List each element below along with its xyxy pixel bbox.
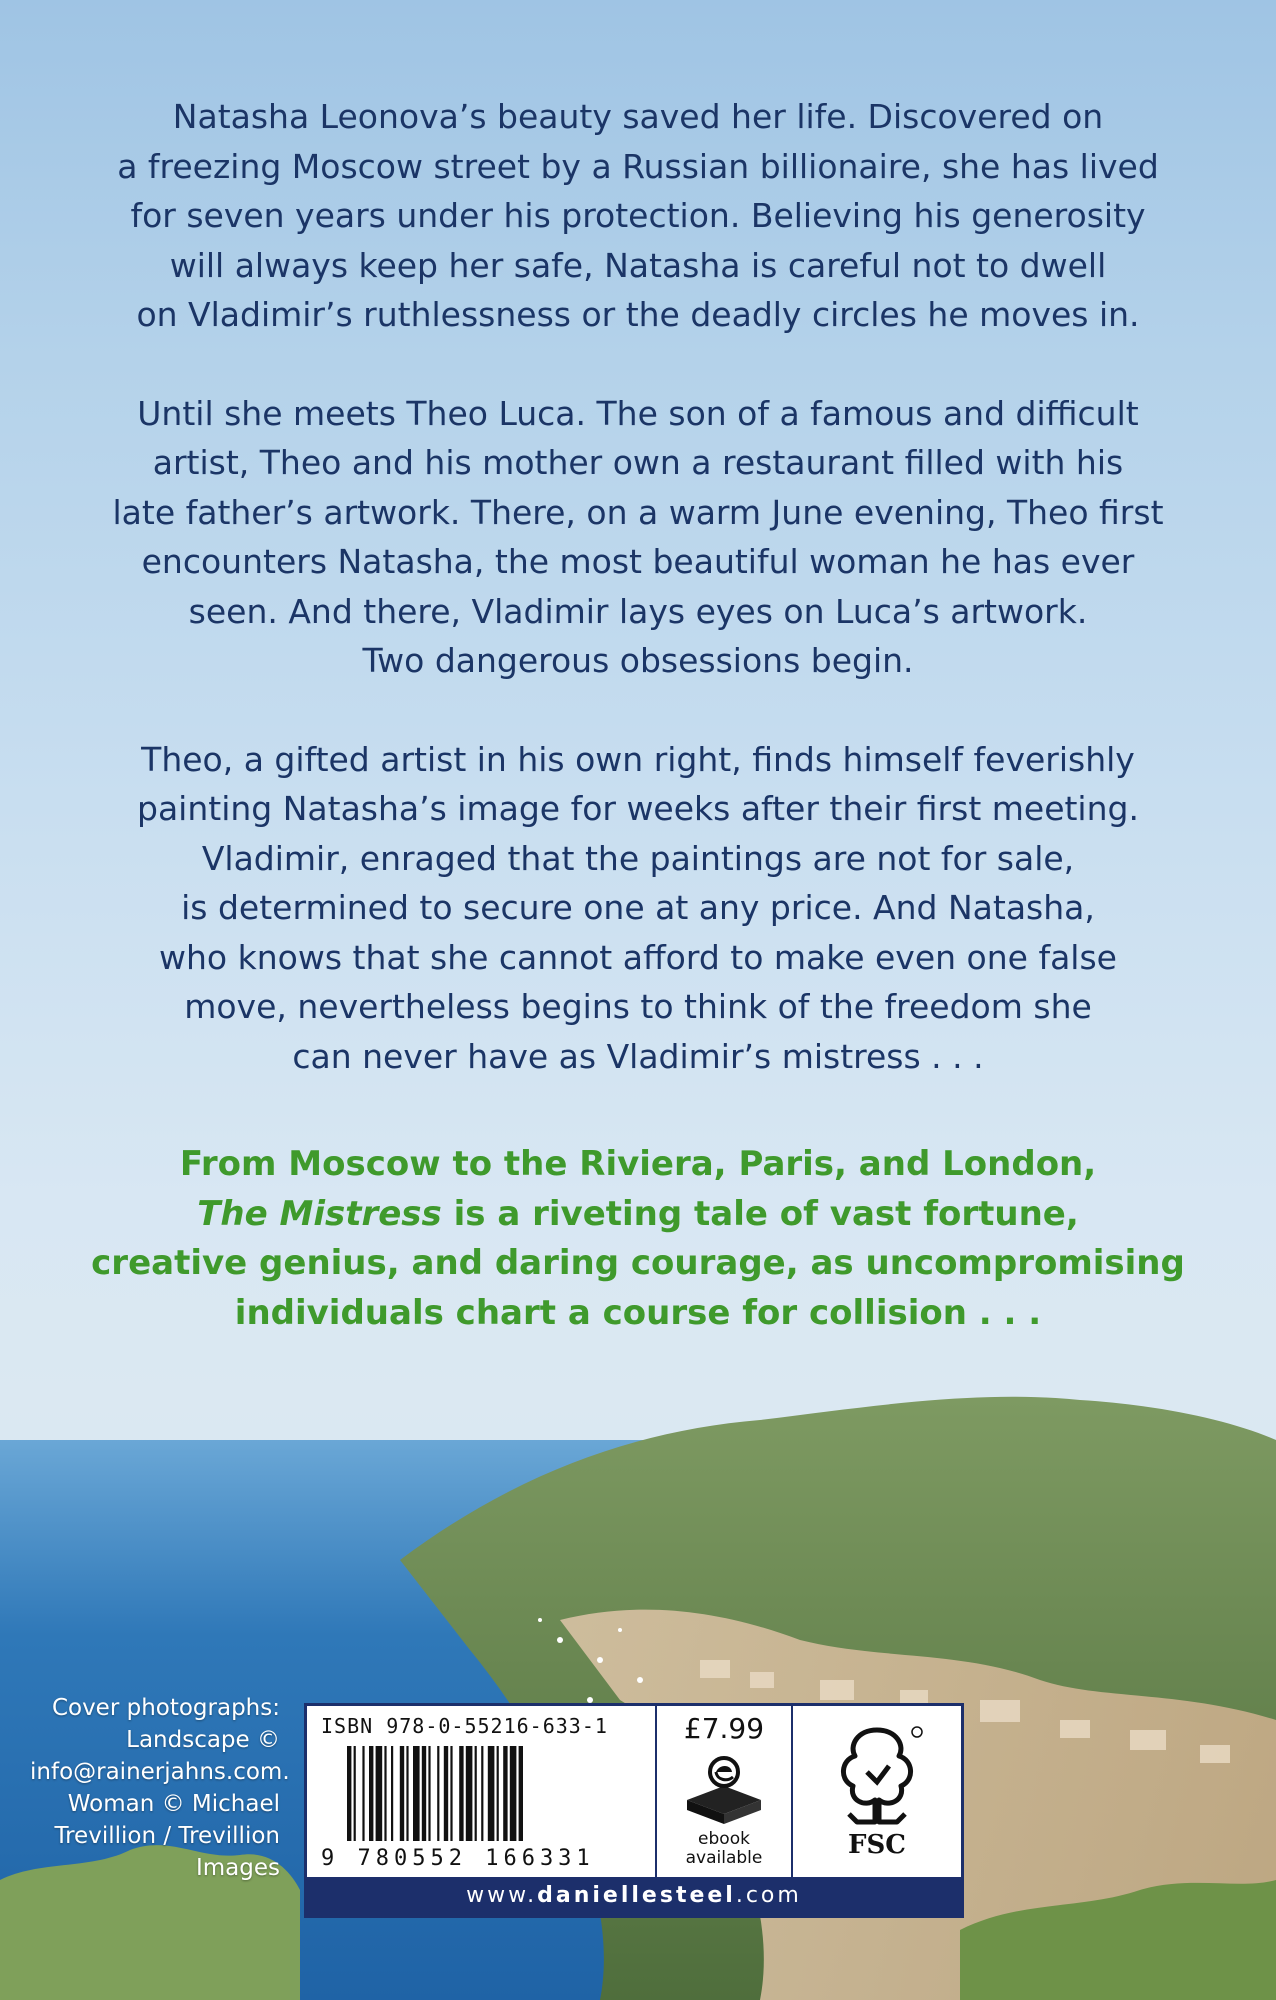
- synopsis-paragraph-3: Theo, a gifted artist in his own right, finds himself feverishly painting Natasha’s image for weeks after their first meeting. Vladimir, enraged that the paintings are not for sale, is determined to secure one at any price. And Natasha, who knows that she cannot afford to make even one false move, nevertheless begins to think of the freedom she can never have as Vladimir’s mistress . . .: [137, 739, 1139, 1076]
- tagline-line-1: From Moscow to the Riviera, Paris, and London,: [179, 1144, 1097, 1184]
- barcode-bar: [400, 1746, 404, 1841]
- tagline-line-2: [88, 1190, 1188, 1240]
- ebook-label: ebook available: [685, 1829, 763, 1868]
- barcode: [347, 1746, 637, 1841]
- barcode-bar: [422, 1746, 426, 1841]
- barcode-bar: [406, 1746, 408, 1841]
- barcode-bar: [475, 1746, 477, 1841]
- website-url[interactable]: [307, 1877, 961, 1915]
- barcode-bar: [510, 1746, 517, 1841]
- book-title: The Mistress: [197, 1193, 442, 1234]
- barcode-bar: [488, 1746, 495, 1841]
- tagline-line-3: creative genius, and daring courage, as uncompromising: [91, 1243, 1185, 1283]
- ebook-icon: [679, 1750, 769, 1828]
- barcode-bar: [503, 1746, 507, 1841]
- barcode-panel: [304, 1703, 964, 1918]
- synopsis-paragraph-1: Natasha Leonova’s beauty saved her life. Discovered on a freezing Moscow street by a Russian billionaire, she has lived for seven years under his protection. Believing his generosity will always keep her safe, Natasha is careful not to dwell on Vladimir’s ruthlessness or the deadly circles he moves in.: [117, 97, 1159, 334]
- synopsis-paragraph-2: Until she meets Theo Luca. The son of a famous and difficult artist, Theo and his mother own a restaurant filled with his late father’s artwork. There, on a warm June evening, Theo first encounters Natasha, the most beautiful woman he has ever seen. And there, Vladimir lays eyes on Luca’s artwork. Two dangerous obsessions begin.: [112, 393, 1164, 680]
- barcode-bar: [391, 1746, 393, 1841]
- fsc-block: [793, 1706, 961, 1880]
- photo-credits: Cover photographs: Landscape © info@rainerjahns.com. Woman © Michael Trevillion / Trevillion Images: [30, 1695, 290, 1881]
- url-prefix: www.: [466, 1883, 538, 1908]
- barcode-bar: [347, 1746, 351, 1841]
- url-suffix: .com: [735, 1883, 802, 1908]
- barcode-bar: [362, 1746, 364, 1841]
- barcode-bar: [450, 1746, 452, 1841]
- tagline-line-4: individuals chart a course for collision . . .: [234, 1292, 1042, 1333]
- barcode-bar: [466, 1746, 473, 1841]
- barcode-bar: [384, 1746, 386, 1841]
- barcode-bar: [481, 1746, 483, 1841]
- barcode-bar: [369, 1746, 373, 1841]
- isbn-block: [307, 1706, 655, 1880]
- price-block: [657, 1706, 791, 1880]
- barcode-bar: [444, 1746, 448, 1841]
- barcode-bar: [437, 1746, 439, 1841]
- tagline: [88, 1140, 1188, 1338]
- isbn-digits: 9 780552 166331: [321, 1846, 595, 1871]
- price: £7.99: [683, 1712, 765, 1745]
- isbn-label: ISBN 978-0-55216-633-1: [321, 1714, 608, 1738]
- barcode-bar: [519, 1746, 523, 1841]
- url-brand: daniellesteel: [537, 1883, 736, 1908]
- fsc-label: FSC: [848, 1830, 906, 1860]
- fsc-tree-icon: [827, 1722, 927, 1832]
- tagline-line-2-rest: is a riveting tale of vast fortune,: [441, 1193, 1079, 1234]
- barcode-bar: [376, 1746, 383, 1841]
- barcode-bar: [497, 1746, 499, 1841]
- barcode-bar: [413, 1746, 420, 1841]
- barcode-bar: [459, 1746, 463, 1841]
- barcode-bar: [354, 1746, 356, 1841]
- synopsis: [88, 92, 1188, 1130]
- barcode-bar: [428, 1746, 430, 1841]
